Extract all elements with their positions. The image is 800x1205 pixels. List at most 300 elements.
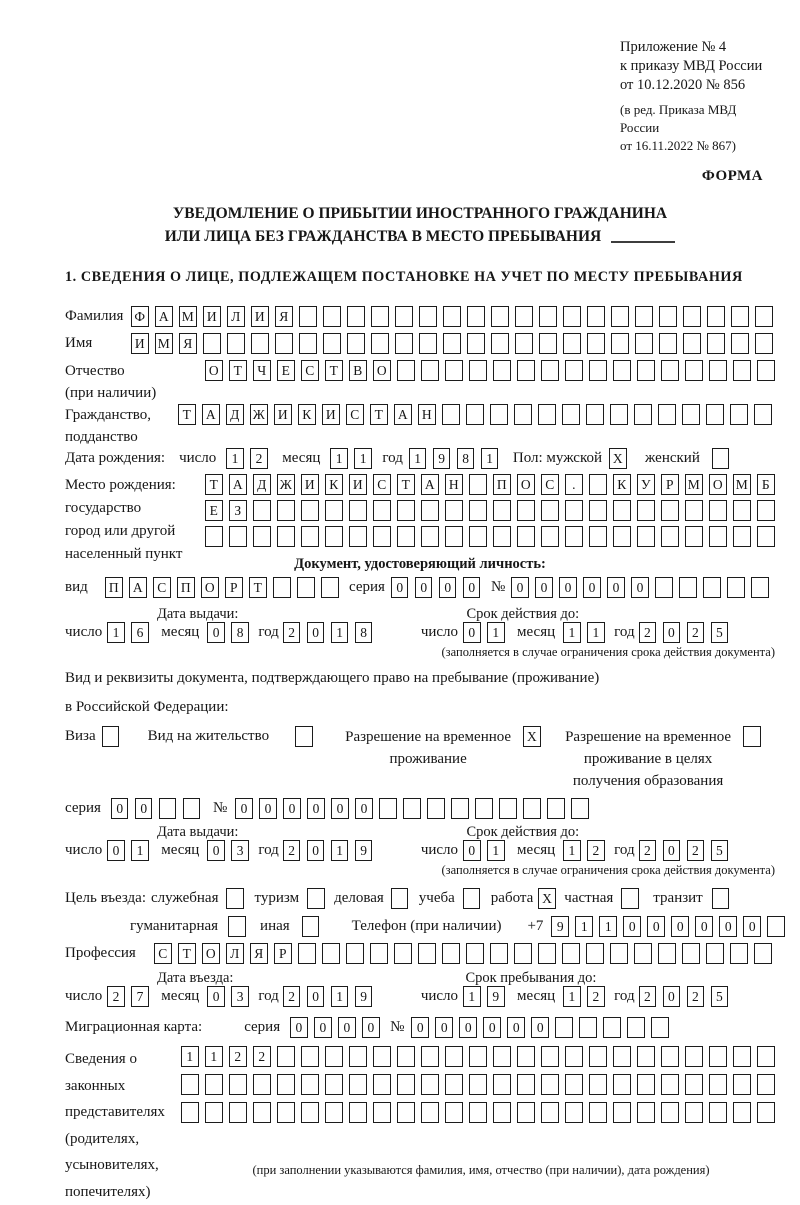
char-cell[interactable]: К [298, 404, 316, 425]
char-cell[interactable] [253, 526, 271, 547]
char-cell[interactable] [299, 333, 317, 354]
char-cell[interactable] [579, 1017, 597, 1038]
char-cell[interactable]: О [709, 474, 727, 495]
char-cell[interactable] [733, 526, 751, 547]
char-cell[interactable] [159, 798, 177, 819]
char-cell[interactable] [541, 526, 559, 547]
char-cell[interactable]: 5 [711, 840, 729, 861]
char-cell[interactable]: 9 [355, 986, 373, 1007]
char-cell[interactable] [373, 1046, 391, 1067]
char-cell[interactable]: . [565, 474, 583, 495]
char-cell[interactable]: 2 [250, 448, 268, 469]
char-cell[interactable] [445, 1102, 463, 1123]
char-cell[interactable] [301, 526, 319, 547]
char-cell[interactable] [634, 943, 652, 964]
char-cell[interactable]: Ж [250, 404, 268, 425]
char-cell[interactable] [685, 1102, 703, 1123]
char-cell[interactable]: И [322, 404, 340, 425]
char-cell[interactable] [661, 1074, 679, 1095]
char-cell[interactable]: 0 [663, 986, 681, 1007]
char-cell[interactable]: 2 [639, 840, 657, 861]
char-cell[interactable]: О [205, 360, 223, 381]
char-cell[interactable] [229, 1102, 247, 1123]
char-cell[interactable] [493, 500, 511, 521]
char-cell[interactable]: Т [229, 360, 247, 381]
char-cell[interactable]: Н [418, 404, 436, 425]
char-cell[interactable] [463, 888, 481, 909]
char-cell[interactable]: П [177, 577, 195, 598]
char-cell[interactable] [685, 360, 703, 381]
char-cell[interactable] [467, 333, 485, 354]
char-cell[interactable]: 0 [411, 1017, 429, 1038]
char-cell[interactable] [627, 1017, 645, 1038]
char-cell[interactable] [517, 1074, 535, 1095]
char-cell[interactable]: А [394, 404, 412, 425]
char-cell[interactable] [421, 500, 439, 521]
char-cell[interactable] [325, 1046, 343, 1067]
char-cell[interactable] [397, 1102, 415, 1123]
char-cell[interactable] [347, 306, 365, 327]
char-cell[interactable]: 2 [283, 840, 301, 861]
char-cell[interactable]: 2 [229, 1046, 247, 1067]
char-cell[interactable] [490, 404, 508, 425]
char-cell[interactable]: 2 [639, 622, 657, 643]
char-cell[interactable] [709, 360, 727, 381]
char-cell[interactable] [683, 333, 701, 354]
char-cell[interactable] [181, 1102, 199, 1123]
char-cell[interactable]: А [421, 474, 439, 495]
char-cell[interactable] [419, 306, 437, 327]
char-cell[interactable]: 2 [587, 986, 605, 1007]
char-cell[interactable] [707, 333, 725, 354]
char-cell[interactable] [634, 404, 652, 425]
char-cell[interactable] [679, 577, 697, 598]
char-cell[interactable]: 0 [331, 798, 349, 819]
char-cell[interactable]: Т [370, 404, 388, 425]
char-cell[interactable]: И [349, 474, 367, 495]
char-cell[interactable]: Л [226, 943, 244, 964]
char-cell[interactable]: 1 [599, 916, 617, 937]
char-cell[interactable] [253, 500, 271, 521]
char-cell[interactable]: 0 [111, 798, 129, 819]
char-cell[interactable]: 1 [487, 840, 505, 861]
char-cell[interactable] [610, 943, 628, 964]
char-cell[interactable]: 2 [283, 622, 301, 643]
char-cell[interactable] [707, 306, 725, 327]
char-cell[interactable]: 0 [307, 622, 325, 643]
char-cell[interactable] [349, 526, 367, 547]
char-cell[interactable]: 2 [687, 986, 705, 1007]
char-cell[interactable] [467, 306, 485, 327]
char-cell[interactable]: 0 [559, 577, 577, 598]
char-cell[interactable]: 0 [307, 798, 325, 819]
char-cell[interactable]: О [517, 474, 535, 495]
char-cell[interactable] [421, 1074, 439, 1095]
char-cell[interactable] [301, 500, 319, 521]
char-cell[interactable]: 0 [623, 916, 641, 937]
char-cell[interactable]: 5 [711, 622, 729, 643]
char-cell[interactable]: 2 [687, 840, 705, 861]
char-cell[interactable]: 6 [131, 622, 149, 643]
char-cell[interactable] [395, 306, 413, 327]
char-cell[interactable] [301, 1046, 319, 1067]
char-cell[interactable] [253, 1074, 271, 1095]
char-cell[interactable]: 9 [487, 986, 505, 1007]
char-cell[interactable] [611, 306, 629, 327]
char-cell[interactable] [683, 306, 701, 327]
char-cell[interactable]: 1 [563, 986, 581, 1007]
char-cell[interactable]: 0 [463, 840, 481, 861]
char-cell[interactable] [379, 798, 397, 819]
char-cell[interactable]: Д [253, 474, 271, 495]
char-cell[interactable] [515, 306, 533, 327]
char-cell[interactable]: Р [661, 474, 679, 495]
char-cell[interactable] [563, 306, 581, 327]
char-cell[interactable] [685, 1046, 703, 1067]
char-cell[interactable]: 0 [583, 577, 601, 598]
char-cell[interactable]: 2 [107, 986, 125, 1007]
char-cell[interactable] [733, 1102, 751, 1123]
char-cell[interactable]: 1 [205, 1046, 223, 1067]
char-cell[interactable] [658, 943, 676, 964]
char-cell[interactable]: Т [178, 404, 196, 425]
char-cell[interactable]: Т [397, 474, 415, 495]
char-cell[interactable] [371, 333, 389, 354]
char-cell[interactable]: 0 [695, 916, 713, 937]
char-cell[interactable] [712, 448, 730, 469]
char-cell[interactable] [397, 360, 415, 381]
char-cell[interactable] [228, 916, 246, 937]
char-cell[interactable]: 0 [314, 1017, 332, 1038]
char-cell[interactable] [538, 943, 556, 964]
char-cell[interactable] [589, 500, 607, 521]
char-cell[interactable] [302, 916, 320, 937]
char-cell[interactable]: 0 [307, 986, 325, 1007]
char-cell[interactable] [323, 333, 341, 354]
char-cell[interactable]: С [154, 943, 172, 964]
char-cell[interactable]: С [541, 474, 559, 495]
char-cell[interactable] [515, 333, 533, 354]
char-cell[interactable] [203, 333, 221, 354]
char-cell[interactable] [469, 1074, 487, 1095]
char-cell[interactable] [613, 1046, 631, 1067]
char-cell[interactable]: 1 [331, 986, 349, 1007]
char-cell[interactable] [727, 577, 745, 598]
char-cell[interactable]: Ч [253, 360, 271, 381]
char-cell[interactable] [661, 360, 679, 381]
char-cell[interactable]: 0 [463, 577, 481, 598]
char-cell[interactable]: 0 [483, 1017, 501, 1038]
char-cell[interactable] [743, 726, 761, 747]
char-cell[interactable] [301, 1102, 319, 1123]
char-cell[interactable]: 1 [107, 622, 125, 643]
char-cell[interactable] [562, 404, 580, 425]
char-cell[interactable] [706, 404, 724, 425]
char-cell[interactable] [709, 1046, 727, 1067]
char-cell[interactable]: Д [226, 404, 244, 425]
char-cell[interactable] [565, 500, 583, 521]
char-cell[interactable] [733, 1046, 751, 1067]
char-cell[interactable] [102, 726, 120, 747]
char-cell[interactable] [443, 333, 461, 354]
char-cell[interactable] [589, 360, 607, 381]
char-cell[interactable] [466, 943, 484, 964]
char-cell[interactable] [661, 500, 679, 521]
char-cell[interactable] [273, 577, 291, 598]
char-cell[interactable] [397, 1046, 415, 1067]
char-cell[interactable] [445, 1074, 463, 1095]
char-cell[interactable] [541, 1102, 559, 1123]
char-cell[interactable] [307, 888, 325, 909]
char-cell[interactable]: 1 [354, 448, 372, 469]
char-cell[interactable] [321, 577, 339, 598]
char-cell[interactable] [565, 1046, 583, 1067]
char-cell[interactable]: 0 [207, 622, 225, 643]
char-cell[interactable]: Е [205, 500, 223, 521]
char-cell[interactable] [469, 474, 487, 495]
char-cell[interactable] [466, 404, 484, 425]
char-cell[interactable] [757, 500, 775, 521]
char-cell[interactable]: 1 [409, 448, 427, 469]
char-cell[interactable] [469, 526, 487, 547]
char-cell[interactable] [421, 526, 439, 547]
char-cell[interactable] [589, 1102, 607, 1123]
char-cell[interactable] [325, 526, 343, 547]
char-cell[interactable]: М [155, 333, 173, 354]
char-cell[interactable]: Ж [277, 474, 295, 495]
char-cell[interactable] [751, 577, 769, 598]
char-cell[interactable] [565, 1074, 583, 1095]
char-cell[interactable] [541, 500, 559, 521]
char-cell[interactable] [757, 360, 775, 381]
char-cell[interactable] [541, 1074, 559, 1095]
char-cell[interactable]: 0 [207, 986, 225, 1007]
char-cell[interactable]: П [493, 474, 511, 495]
char-cell[interactable]: У [637, 474, 655, 495]
char-cell[interactable] [730, 943, 748, 964]
char-cell[interactable] [586, 943, 604, 964]
char-cell[interactable]: И [274, 404, 292, 425]
char-cell[interactable]: 1 [331, 622, 349, 643]
char-cell[interactable] [637, 1102, 655, 1123]
char-cell[interactable]: И [301, 474, 319, 495]
char-cell[interactable]: 0 [607, 577, 625, 598]
char-cell[interactable] [562, 943, 580, 964]
char-cell[interactable] [349, 1074, 367, 1095]
char-cell[interactable] [469, 1046, 487, 1067]
char-cell[interactable] [661, 526, 679, 547]
char-cell[interactable] [295, 726, 313, 747]
char-cell[interactable] [205, 526, 223, 547]
char-cell[interactable]: 0 [283, 798, 301, 819]
char-cell[interactable] [539, 333, 557, 354]
char-cell[interactable] [301, 1074, 319, 1095]
char-cell[interactable] [419, 333, 437, 354]
char-cell[interactable]: 0 [307, 840, 325, 861]
char-cell[interactable] [475, 798, 493, 819]
char-cell[interactable] [251, 333, 269, 354]
char-cell[interactable] [427, 798, 445, 819]
char-cell[interactable]: Я [250, 943, 268, 964]
char-cell[interactable] [517, 1046, 535, 1067]
char-cell[interactable]: З [229, 500, 247, 521]
char-cell[interactable] [589, 474, 607, 495]
char-cell[interactable] [514, 404, 532, 425]
char-cell[interactable] [275, 333, 293, 354]
char-cell[interactable] [370, 943, 388, 964]
char-cell[interactable]: 9 [355, 840, 373, 861]
char-cell[interactable]: 0 [435, 1017, 453, 1038]
char-cell[interactable] [517, 500, 535, 521]
char-cell[interactable] [277, 526, 295, 547]
char-cell[interactable]: 8 [355, 622, 373, 643]
char-cell[interactable] [706, 943, 724, 964]
char-cell[interactable] [403, 798, 421, 819]
char-cell[interactable]: 1 [563, 840, 581, 861]
char-cell[interactable] [323, 306, 341, 327]
char-cell[interactable]: Я [179, 333, 197, 354]
char-cell[interactable]: Т [249, 577, 267, 598]
char-cell[interactable] [586, 404, 604, 425]
char-cell[interactable] [373, 1074, 391, 1095]
char-cell[interactable] [733, 360, 751, 381]
char-cell[interactable] [685, 500, 703, 521]
char-cell[interactable]: 2 [687, 622, 705, 643]
char-cell[interactable] [418, 943, 436, 964]
char-cell[interactable] [565, 360, 583, 381]
char-cell[interactable]: 0 [290, 1017, 308, 1038]
char-cell[interactable]: Н [445, 474, 463, 495]
char-cell[interactable]: И [131, 333, 149, 354]
char-cell[interactable] [587, 306, 605, 327]
char-cell[interactable] [709, 526, 727, 547]
char-cell[interactable] [493, 1074, 511, 1095]
char-cell[interactable]: 1 [563, 622, 581, 643]
char-cell[interactable]: 1 [226, 448, 244, 469]
char-cell[interactable] [621, 888, 639, 909]
char-cell[interactable]: 0 [647, 916, 665, 937]
char-cell[interactable]: 0 [415, 577, 433, 598]
char-cell[interactable]: 0 [439, 577, 457, 598]
char-cell[interactable] [181, 1074, 199, 1095]
char-cell[interactable] [445, 360, 463, 381]
char-cell[interactable] [757, 526, 775, 547]
char-cell[interactable]: 0 [355, 798, 373, 819]
char-cell[interactable] [613, 526, 631, 547]
char-cell[interactable] [205, 1102, 223, 1123]
char-cell[interactable]: И [203, 306, 221, 327]
char-cell[interactable] [703, 577, 721, 598]
char-cell[interactable] [539, 306, 557, 327]
char-cell[interactable] [299, 306, 317, 327]
char-cell[interactable] [229, 1074, 247, 1095]
char-cell[interactable]: К [325, 474, 343, 495]
char-cell[interactable] [685, 526, 703, 547]
char-cell[interactable]: 0 [463, 622, 481, 643]
char-cell[interactable] [754, 943, 772, 964]
char-cell[interactable] [226, 888, 244, 909]
char-cell[interactable] [469, 500, 487, 521]
char-cell[interactable] [682, 943, 700, 964]
char-cell[interactable] [451, 798, 469, 819]
char-cell[interactable] [493, 1102, 511, 1123]
char-cell[interactable]: 2 [587, 840, 605, 861]
char-cell[interactable]: В [349, 360, 367, 381]
char-cell[interactable] [587, 333, 605, 354]
char-cell[interactable] [538, 404, 556, 425]
char-cell[interactable]: 1 [487, 622, 505, 643]
char-cell[interactable] [421, 1046, 439, 1067]
char-cell[interactable] [541, 1046, 559, 1067]
char-cell[interactable] [346, 943, 364, 964]
char-cell[interactable] [349, 1046, 367, 1067]
char-cell[interactable]: 1 [131, 840, 149, 861]
char-cell[interactable]: 0 [135, 798, 153, 819]
char-cell[interactable] [541, 360, 559, 381]
char-cell[interactable] [397, 1074, 415, 1095]
char-cell[interactable] [709, 1074, 727, 1095]
char-cell[interactable] [277, 1046, 295, 1067]
char-cell[interactable] [277, 500, 295, 521]
char-cell[interactable] [493, 526, 511, 547]
char-cell[interactable]: X [538, 888, 556, 909]
char-cell[interactable]: 0 [107, 840, 125, 861]
char-cell[interactable] [394, 943, 412, 964]
char-cell[interactable] [613, 1102, 631, 1123]
char-cell[interactable]: 0 [362, 1017, 380, 1038]
char-cell[interactable]: М [179, 306, 197, 327]
char-cell[interactable] [349, 1102, 367, 1123]
char-cell[interactable]: О [373, 360, 391, 381]
char-cell[interactable] [443, 306, 461, 327]
char-cell[interactable] [637, 360, 655, 381]
char-cell[interactable] [493, 1046, 511, 1067]
char-cell[interactable]: П [105, 577, 123, 598]
char-cell[interactable]: 2 [639, 986, 657, 1007]
char-cell[interactable]: М [733, 474, 751, 495]
char-cell[interactable] [493, 360, 511, 381]
char-cell[interactable]: О [201, 577, 219, 598]
char-cell[interactable]: 3 [231, 840, 249, 861]
char-cell[interactable] [757, 1046, 775, 1067]
char-cell[interactable] [491, 333, 509, 354]
char-cell[interactable]: Т [325, 360, 343, 381]
char-cell[interactable]: Т [178, 943, 196, 964]
char-cell[interactable] [733, 500, 751, 521]
char-cell[interactable] [442, 404, 460, 425]
char-cell[interactable]: 0 [507, 1017, 525, 1038]
char-cell[interactable]: Т [205, 474, 223, 495]
char-cell[interactable]: 0 [259, 798, 277, 819]
char-cell[interactable] [371, 306, 389, 327]
char-cell[interactable]: 5 [711, 986, 729, 1007]
char-cell[interactable] [731, 333, 749, 354]
char-cell[interactable]: X [523, 726, 541, 747]
char-cell[interactable]: С [153, 577, 171, 598]
char-cell[interactable] [517, 360, 535, 381]
char-cell[interactable]: 1 [463, 986, 481, 1007]
char-cell[interactable] [731, 306, 749, 327]
char-cell[interactable]: 1 [181, 1046, 199, 1067]
char-cell[interactable] [229, 526, 247, 547]
char-cell[interactable] [253, 1102, 271, 1123]
char-cell[interactable]: А [155, 306, 173, 327]
char-cell[interactable] [685, 1074, 703, 1095]
char-cell[interactable]: А [229, 474, 247, 495]
char-cell[interactable] [651, 1017, 669, 1038]
char-cell[interactable] [397, 500, 415, 521]
char-cell[interactable]: А [202, 404, 220, 425]
